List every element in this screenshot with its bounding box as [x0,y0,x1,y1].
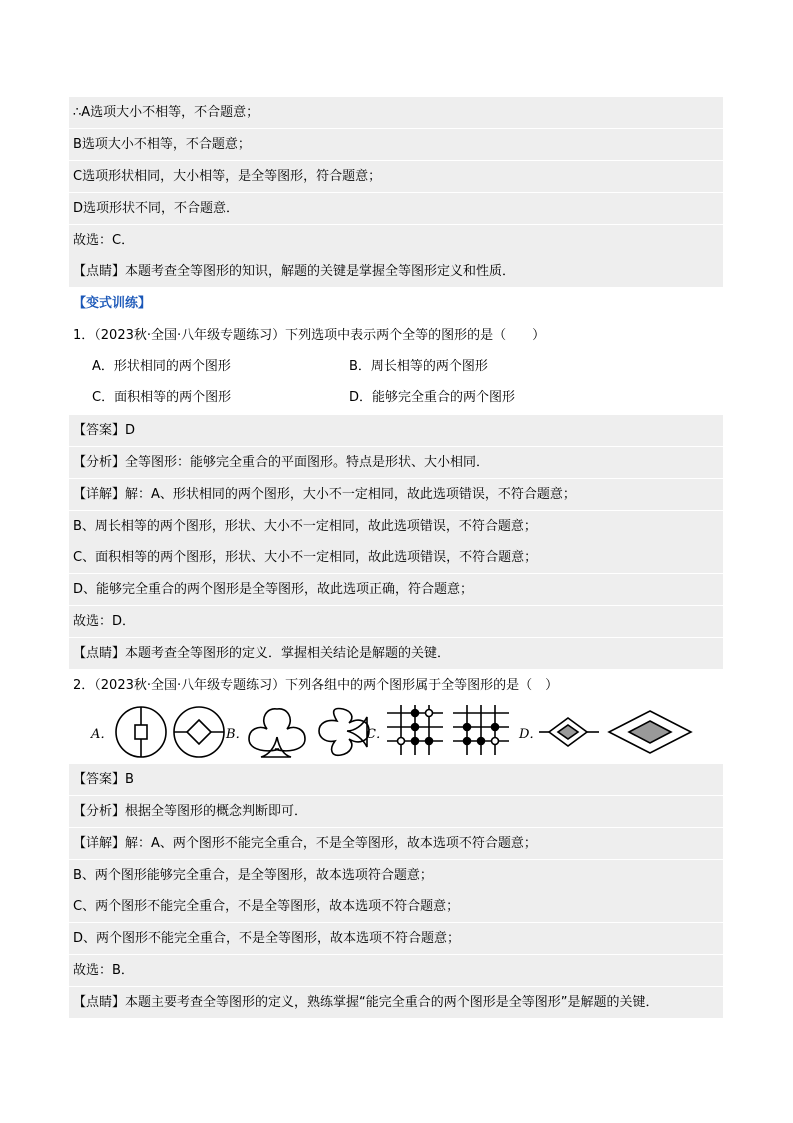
fig-c-grid-1 [387,705,443,755]
q2-comment: 【点睛】本题主要考查全等图形的定义，熟练掌握“能完全重合的两个图形是全等图形”是解题的关键． [69,987,723,1018]
fig-a-circle-square [116,707,166,757]
fig-a-circle-diamond [174,707,224,757]
q1-detail: D、能够完全重合的两个图形是全等图形，故此选项正确，符合题意； [69,574,723,605]
q2-figure-drawings [69,703,723,761]
q2-fig-label-c: C． [366,727,389,742]
q2-fig-label-d: D． [519,727,543,742]
q2-figures [69,703,723,761]
question-2-stem: 2．（2023秋·全国·八年级专题练习）下列各组中的两个图形属于全等图形的是（ ） [73,678,559,693]
fig-d-large-diamond [609,711,691,753]
solution-line: ∴A选项大小不相等，不合题意； [69,97,723,128]
fig-d-small-diamond [539,718,599,746]
q1-choose: 故选：D． [69,606,723,637]
q2-detail: 【详解】解：A、两个图形不能完全重合，不是全等图形，故本选项不符合题意； [69,828,723,859]
q2-answer: 【答案】B [69,764,723,795]
q2-detail: D、两个图形不能完全重合，不是全等图形，故本选项不符合题意； [69,923,723,954]
q2-choose: 故选：B． [69,955,723,986]
solution-line: D选项形状不同，不合题意． [69,193,723,224]
q1-detail: B、周长相等的两个图形，形状、大小不一定相同，故此选项错误，不符合题意； [69,511,723,542]
comment-line: 【点睛】本题考查全等图形的知识，解题的关键是掌握全等图形定义和性质． [69,256,723,287]
q1-answer: 【答案】D [69,415,723,446]
q2-detail: B、两个图形能够完全重合，是全等图形，故本选项符合题意； [69,860,723,891]
q1-option-a: A．形状相同的两个图形 [92,359,231,374]
solution-line: B选项大小不相等，不合题意； [69,129,723,160]
fig-b-club-upright [249,709,305,757]
section-title: 【变式训练】 [73,296,152,311]
q1-option-d: D．能够完全重合的两个图形 [349,390,516,405]
q1-analysis: 【分析】全等图形：能够完全重合的平面图形。特点是形状、大小相同． [69,447,723,478]
q1-comment: 【点睛】本题考查全等图形的定义．掌握相关结论是解题的关键． [69,638,723,669]
q1-detail: 【详解】解：A、形状相同的两个图形，大小不一定相同，故此选项错误，不符合题意； [69,479,723,510]
solution-line: C选项形状相同，大小相等，是全等图形，符合题意； [69,161,723,192]
solution-line: 故选：C． [69,225,723,256]
q1-option-c: C．面积相等的两个图形 [92,390,232,405]
fig-c-grid-2 [453,705,509,755]
q2-analysis: 【分析】根据全等图形的概念判断即可． [69,796,723,827]
q1-option-b: B．周长相等的两个图形 [349,359,488,374]
fig-b-club-rotated [319,709,369,756]
question-1-stem: 1．（2023秋·全国·八年级专题练习）下列选项中表示两个全等的图形的是（ ） [73,328,546,343]
q2-detail: C、两个图形不能完全重合，不是全等图形，故本选项不符合题意； [69,891,723,922]
q1-detail: C、面积相等的两个图形，形状、大小不一定相同，故此选项错误，不符合题意； [69,542,723,573]
q2-fig-label-b: B． [226,727,249,742]
q2-fig-label-a: A． [91,727,114,742]
